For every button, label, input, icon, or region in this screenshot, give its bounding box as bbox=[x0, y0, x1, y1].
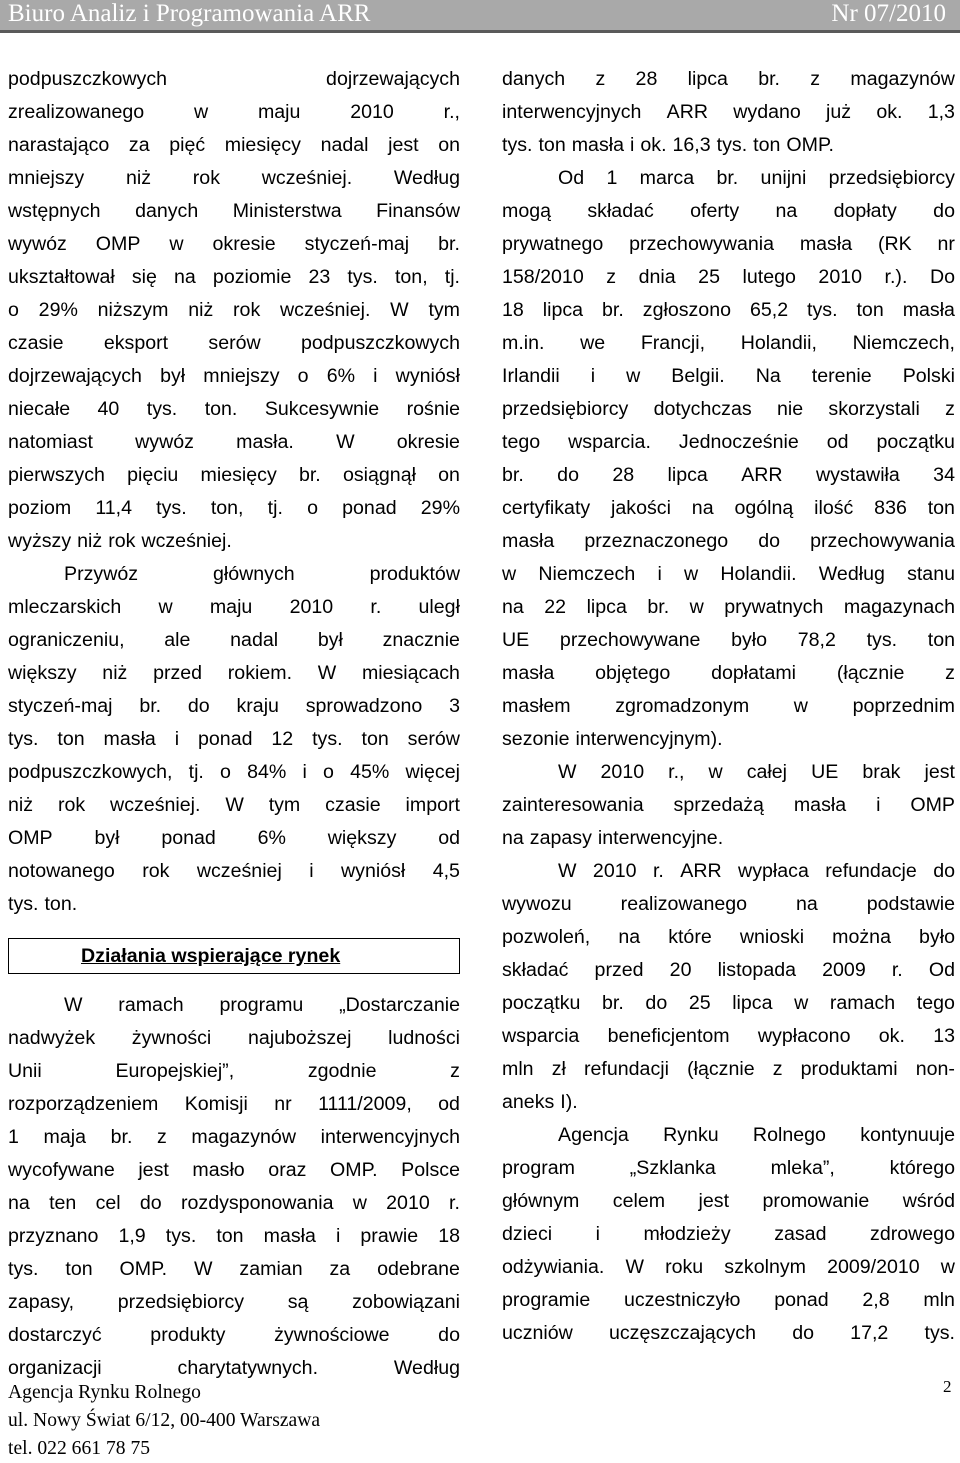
text-line: na zapasy interwencyjne. bbox=[502, 827, 724, 849]
text-line: m.in. we Francji, Holandii, Niemczech, bbox=[502, 332, 955, 354]
text-line: W 2010 r., w całej UE brak jest bbox=[558, 761, 955, 783]
text-line: zrealizowanego w maju 2010 r., bbox=[8, 101, 460, 123]
text-line: sezonie interwencyjnym). bbox=[502, 728, 723, 750]
left-text-after bbox=[8, 989, 460, 1385]
right-column bbox=[502, 63, 955, 1350]
text-line: OMP był ponad 6% większy od bbox=[8, 827, 460, 849]
text-line: W ramach programu „Dostarczanie bbox=[64, 994, 460, 1016]
text-line: program „Szklanka mleka”, którego bbox=[502, 1157, 955, 1179]
text-line: tys. ton. bbox=[8, 893, 78, 915]
text-line: na 22 lipca br. w prywatnych magazynach bbox=[502, 596, 955, 618]
text-line: uczniów uczęszczających do 17,2 tys. bbox=[502, 1322, 955, 1344]
text-line: wycofywane jest masło oraz OMP. Polsce bbox=[8, 1159, 460, 1181]
text-line: mogą składać oferty na dopłaty do bbox=[502, 200, 955, 222]
text-line: podpuszczkowych, tj. o 84% i o 45% więcej bbox=[8, 761, 460, 783]
left-column bbox=[8, 63, 460, 1385]
text-line: dostarczyć produkty żywnościowe do bbox=[8, 1324, 460, 1346]
text-line: mln zł refundacji (łącznie z produktami non- bbox=[502, 1058, 955, 1080]
text-line: tys. ton OMP. W zamian za odebrane bbox=[8, 1258, 460, 1280]
text-line: większy niż przed rokiem. W miesiącach bbox=[8, 662, 460, 684]
text-line: dzieci i młodzieży zasad zdrowego bbox=[502, 1223, 955, 1245]
text-line: danych z 28 lipca br. z magazynów bbox=[502, 68, 955, 90]
text-line: czasie eksport serów podpuszczkowych bbox=[8, 332, 460, 354]
header-issue-number: Nr 07/2010 bbox=[831, 0, 946, 27]
text-line: ograniczeniu, ale nadal był znacznie bbox=[8, 629, 460, 651]
text-line: W 2010 r. ARR wypłaca refundacje do bbox=[558, 860, 955, 882]
text-line: wstępnych danych Ministerstwa Finansów bbox=[8, 200, 460, 222]
text-line: wsparcia beneficjentom wypłacono ok. 13 bbox=[502, 1025, 955, 1047]
text-line: natomiast wywóz masła. W okresie bbox=[8, 431, 460, 453]
text-line: ukształtował się na poziomie 23 tys. ton, tj. bbox=[8, 266, 460, 288]
text-line: masłem zgromadzonym w poprzednim bbox=[502, 695, 955, 717]
text-line: programie uczestniczyło ponad 2,8 mln bbox=[502, 1289, 955, 1311]
footer bbox=[8, 1379, 320, 1463]
text-line: 1 maja br. z magazynów interwencyjnych bbox=[8, 1126, 460, 1148]
text-line: składać przed 20 listopada 2009 r. Od bbox=[502, 959, 955, 981]
text-line: notowanego rok wcześniej i wyniósł 4,5 bbox=[8, 860, 460, 882]
text-line: zapasy, przedsiębiorcy są zobowiązani bbox=[8, 1291, 460, 1313]
header-rule bbox=[0, 30, 960, 33]
text-line: rozporządzeniem Komisji nr 1111/2009, od bbox=[8, 1093, 460, 1115]
text-line: pierwszych pięciu miesięcy br. osiągnął on bbox=[8, 464, 460, 486]
text-line: w Niemczech i w Holandii. Według stanu bbox=[502, 563, 955, 585]
left-text-before bbox=[8, 63, 460, 921]
text-line: o 29% niższym niż rok wcześniej. W tym bbox=[8, 299, 460, 321]
text-line: podpuszczkowych dojrzewających bbox=[8, 68, 460, 90]
header-title: Biuro Analiz i Programowania ARR bbox=[8, 0, 371, 27]
text-line: masła objętego dopłatami (łącznie z bbox=[502, 662, 955, 684]
text-line: organizacji charytatywnych. Według bbox=[8, 1357, 460, 1379]
footer-org: Agencja Rynku Rolnego bbox=[8, 1382, 201, 1403]
text-line: aneks I). bbox=[502, 1091, 578, 1113]
text-line: dojrzewających był mniejszy o 6% i wyniósł bbox=[8, 365, 460, 387]
text-line: prywatnego przechowywania masła (RK nr bbox=[502, 233, 955, 255]
text-line: odżywiania. W roku szkolnym 2009/2010 w bbox=[502, 1256, 955, 1278]
text-line: nadwyżek żywności najuboższej ludności bbox=[8, 1027, 460, 1049]
text-line: mleczarskich w maju 2010 r. uległ bbox=[8, 596, 460, 618]
text-line: przedsiębiorcy dotychczas nie skorzystali z bbox=[502, 398, 955, 420]
text-line: przyznano 1,9 tys. ton masła i prawie 18 bbox=[8, 1225, 460, 1247]
text-line: br. do 28 lipca ARR wystawiła 34 bbox=[502, 464, 955, 486]
text-line: na ten cel do rozdysponowania w 2010 r. bbox=[8, 1192, 460, 1214]
text-line: tego wsparcia. Jednocześnie od początku bbox=[502, 431, 955, 453]
text-line: masła przeznaczonego do przechowywania bbox=[502, 530, 955, 552]
text-line: zainteresowania sprzedażą masła i OMP bbox=[502, 794, 955, 816]
text-line: narastająco za pięć miesięcy nadal jest on bbox=[8, 134, 460, 156]
text-line: interwencyjnych ARR wydano już ok. 1,3 bbox=[502, 101, 955, 123]
text-line: tys. ton masła i ponad 12 tys. ton serów bbox=[8, 728, 460, 750]
text-line: Irlandii i w Belgii. Na terenie Polski bbox=[502, 365, 955, 387]
text-line: UE przechowywane było 78,2 tys. ton bbox=[502, 629, 955, 651]
text-line: wyższy niż rok wcześniej. bbox=[8, 530, 232, 552]
page-number: 2 bbox=[943, 1377, 952, 1396]
footer-address: ul. Nowy Świat 6/12, 00-400 Warszawa bbox=[8, 1410, 321, 1431]
text-line: Przywóz głównych produktów bbox=[64, 563, 460, 585]
text-line: poziom 11,4 tys. ton, tj. o ponad 29% bbox=[8, 497, 460, 519]
text-line: niecałe 40 tys. ton. Sukcesywnie rośnie bbox=[8, 398, 460, 420]
text-line: niż rok wcześniej. W tym czasie import bbox=[8, 794, 460, 816]
text-line: 18 lipca br. zgłoszono 65,2 tys. ton masła bbox=[502, 299, 955, 321]
text-line: wywozu realizowanego na podstawie bbox=[502, 893, 955, 915]
text-line: głównym celem jest promowanie wśród bbox=[502, 1190, 955, 1212]
text-line: mniejszy niż rok wcześniej. Według bbox=[8, 167, 460, 189]
text-line: 158/2010 z dnia 25 lutego 2010 r.). Do bbox=[502, 266, 955, 288]
footer-phone: tel. 022 661 78 75 bbox=[8, 1438, 151, 1459]
text-line: pozwoleń, na które wnioski można było bbox=[502, 926, 955, 948]
text-line: wywóz OMP w okresie styczeń-maj br. bbox=[8, 233, 460, 255]
text-line: styczeń-maj br. do kraju sprowadzono 3 bbox=[8, 695, 460, 717]
text-line: początku br. do 25 lipca w ramach tego bbox=[502, 992, 955, 1014]
text-line: Unii Europejskiej”, zgodnie z bbox=[8, 1060, 460, 1082]
text-line: Od 1 marca br. unijni przedsiębiorcy bbox=[558, 167, 955, 189]
text-line: Agencja Rynku Rolnego kontynuuje bbox=[558, 1124, 955, 1146]
text-line: certyfikaty jakości na ogólną ilość 836 ton bbox=[502, 497, 955, 519]
page-header bbox=[0, 0, 960, 30]
section-heading: Działania wspierające rynek bbox=[8, 938, 460, 974]
text-line: tys. ton masła i ok. 16,3 tys. ton OMP. bbox=[502, 134, 834, 156]
